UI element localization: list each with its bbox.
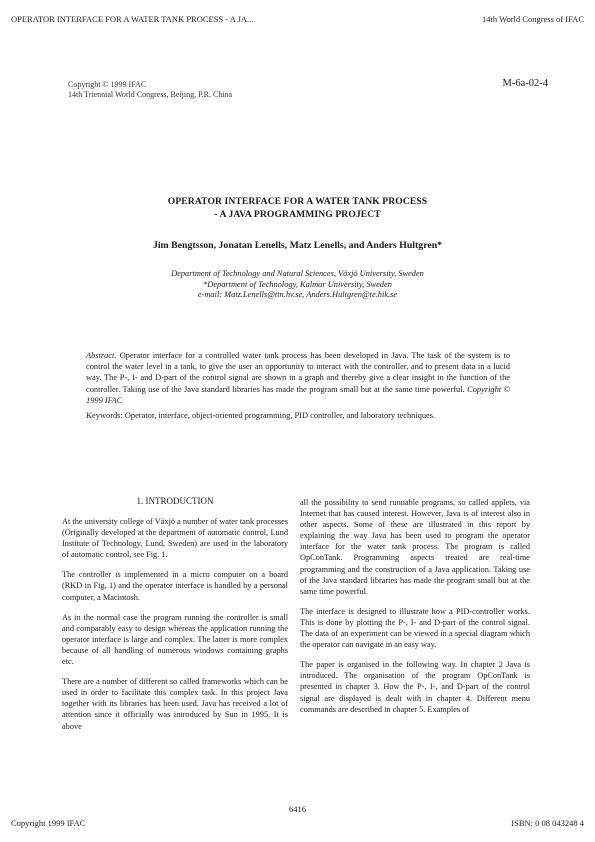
footer-copyright: Copyright 1999 IFAC (11, 818, 86, 828)
keywords-text: Operator, interface, object-oriented programming, PID controller, and laboratory techniques. (124, 411, 436, 420)
footer-isbn: ISBN: 0 08 043248 4 (511, 818, 584, 828)
paper-code: M-6a-02-4 (502, 78, 548, 89)
title-line-2: - A JAVA PROGRAMMING PROJECT (214, 209, 381, 220)
keywords-label: Keywords: (86, 411, 123, 420)
affiliation-line-1: Department of Technology and Natural Sciences, Växjö University, Sweden (171, 269, 424, 278)
paragraph: The interface is designed to illustrate how a PID-controller works. This is done by plotting the P-, I- and D-part of the control signal. The data of an experiment can be viewed in a special diagram which the operator can navigate in an easy way. (300, 606, 530, 650)
affiliation-line-2: *Department of Technology, Kalmar University, Sweden (203, 279, 392, 289)
copyright-line: Copyright © 1999 IFAC (68, 80, 147, 89)
paragraph: As in the normal case the program running the controller is small and comparably easy to design whereas the application running the operator interface is large and complex. The latter is more complex because of all handling of numerous windows containing graphs etc. (62, 612, 288, 667)
section-heading-introduction: 1. INTRODUCTION (136, 496, 214, 506)
congress-line: 14th Triennial World Congress, Beijing, P.R. China (68, 89, 233, 99)
page-number: 6416 (289, 804, 306, 814)
abstract-copyright: Copyright © 1999 IFAC (86, 384, 510, 405)
running-header-title: OPERATOR INTERFACE FOR A WATER TANK PROCESS - A JA... (11, 14, 254, 24)
affiliation-email: e-mail: Matz.Lenells@ttn.hv.se, Anders.Hultgren@te.hik.se (197, 290, 398, 299)
running-header-conference: 14th World Congress of IFAC (482, 14, 584, 24)
authors: Jim Bengtsson, Jonatan Lenells, Matz Lenells, and Anders Hultgren* (152, 240, 443, 251)
paragraph: The controller is implemented in a micro computer on a board (RKD in Fig. 1) and the operator interface is handled by a personal computer, a Macintosh. (62, 570, 288, 602)
affiliations (60, 269, 535, 301)
abstract (86, 350, 510, 406)
paragraph: all the possibility to send runnable programs, so called applets, via Internet that has caused interest. However, Java is of interest also in other aspects. Some of these are illustrated in this report by explaining the way Java has been used to program the operator interface for the water tank process. The program is called OpConTank. Programming aspects treated are real-time programming and the construction of a Java application. Taking use of the Java standard libraries has made the program small but at the same time powerful. (300, 498, 530, 596)
left-column (62, 496, 288, 741)
paragraph: The paper is organised in the following way. In chapter 2 Java is introduced. The organisation of the program OpConTank is presented in chapter 3. How the P-, I-, and D-part of the control signal are displayed is dealt with in chapter 4. Different menu commands are described in chapter 5. Examples of (300, 660, 530, 714)
paragraph: There are a number of different so called frameworks which can be used in order to facilitate this complex task. In this project Java together with its libraries has been used. Java has received a lot of attention since it officially was introduced by Sun in 1995. It is above (62, 677, 288, 731)
paper-title (60, 196, 535, 220)
abstract-label: Abstract. (86, 351, 117, 360)
keywords (86, 410, 510, 421)
paragraph: At the university college of Växjö a number of water tank processes (Originally developed at the department of automatic control, Lund Institute of Technology, Lund, Sweden) are used in the laboratory of automatic control, see Fig. 1. (62, 517, 288, 560)
copyright-block (68, 80, 232, 99)
abstract-text: Operator interface for a controlled water tank process has been developed in Java. The task of the system is to control the water level in a tank, to give the user an opportunity to interact with the controller, and to present data in a lucid way. The P-, I- and D-part of the control signal are shown in a graph and thereby give a clear insight in the function of the controller. Taking use of the Java standard libraries has made the program small but at the same time powerful. (86, 351, 511, 394)
title-line-1: OPERATOR INTERFACE FOR A WATER TANK PROCESS (167, 196, 428, 207)
right-column (300, 497, 530, 724)
